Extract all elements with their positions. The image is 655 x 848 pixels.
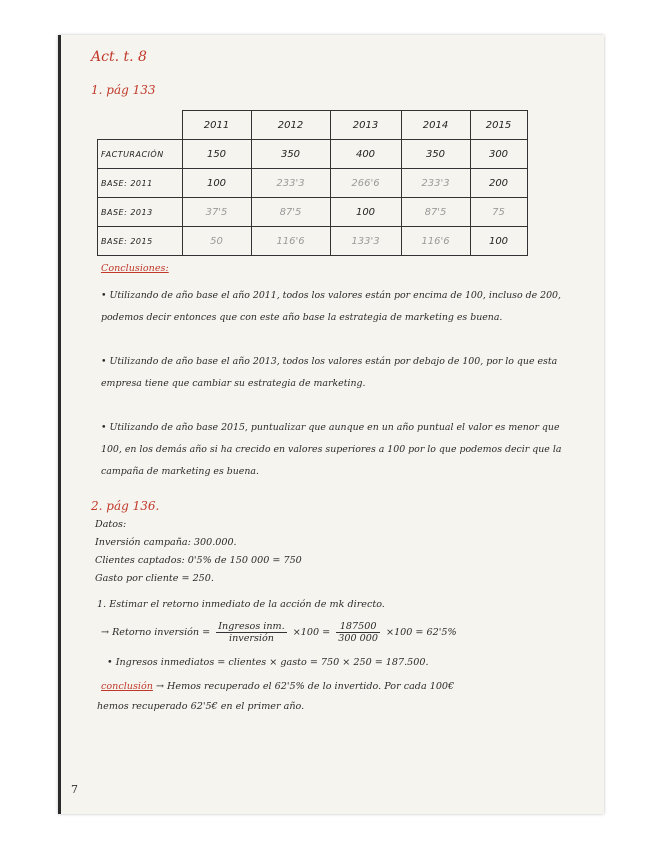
table-row: [98, 140, 528, 169]
table-cell: 133'3: [330, 227, 401, 256]
activity-title: Act. t. 8: [91, 49, 147, 65]
conclusion-item: • Utilizando de año base el año 2013, todos los valores están por debajo de 100, por lo que esta empresa tiene que cambiar su estrategia de marketing.: [101, 356, 558, 389]
table-cell: 233'3: [251, 169, 330, 198]
table-cell: 300: [470, 140, 527, 169]
row-label: BASE: 2013: [98, 198, 183, 227]
table-row: [98, 169, 528, 198]
table-cell: 75: [470, 198, 527, 227]
page-number: 7: [71, 783, 78, 796]
row-label: BASE: 2015: [98, 227, 183, 256]
data-label: Datos:: [95, 519, 127, 530]
table-cell: 100: [182, 169, 251, 198]
table-cell: 150: [182, 140, 251, 169]
table-header-cell: 2015: [470, 111, 527, 140]
roi-multiplier: ×100 =: [292, 627, 331, 638]
table-cell: 87'5: [401, 198, 470, 227]
conclusion-label: conclusión: [101, 681, 153, 692]
conclusion-line-2: hemos recuperado 62'5€ en el primer año.: [97, 701, 305, 712]
roi-label: → Retorno inversión =: [101, 627, 211, 638]
roi-formula: [101, 621, 457, 644]
roi-fraction-values: [336, 621, 380, 644]
table-cell: 37'5: [182, 198, 251, 227]
ingresos-line: • Ingresos inmediatos = clientes × gasto = 750 × 250 = 187.500.: [107, 657, 429, 668]
table-cell: 87'5: [251, 198, 330, 227]
table-header-cell: 2012: [251, 111, 330, 140]
exercise-2-heading: 2. pág 136.: [91, 499, 160, 513]
data-line: Clientes captados: 0'5% de 150 000 = 750: [95, 555, 302, 566]
table-header-cell: 2013: [330, 111, 401, 140]
exercise-1-heading: 1. pág 133: [91, 83, 156, 97]
roi-numerator: Ingresos inm.: [218, 621, 285, 632]
conclusion-text: → Hemos recuperado el 62'5% de lo invertido. Por cada 100€: [155, 681, 455, 692]
table-cell: 100: [470, 227, 527, 256]
table-cell: 50: [182, 227, 251, 256]
row-label: FACTURACIÓN: [98, 140, 183, 169]
table-cell: 200: [470, 169, 527, 198]
roi-denominator-value: 300 000: [338, 633, 378, 644]
table-cell: 233'3: [401, 169, 470, 198]
roi-fraction: [216, 621, 286, 644]
table-cell: 116'6: [251, 227, 330, 256]
conclusion-item: • Utilizando de año base 2015, puntualizar que aunque en un año puntual el valor es menor que 100, en los demás año si ha crecido en valores superiores a 100 por lo que podemos decir que la campaña de marketing es buena.: [101, 422, 562, 477]
conclusions-heading: Conclusiones:: [101, 263, 169, 274]
roi-result: ×100 = 62'5%: [386, 627, 457, 638]
roi-denominator: inversión: [229, 633, 274, 644]
table-cell: 266'6: [330, 169, 401, 198]
table-corner: [98, 111, 183, 140]
index-table: [97, 110, 528, 256]
row-label: BASE: 2011: [98, 169, 183, 198]
table-header-row: [98, 111, 528, 140]
table-header-cell: 2014: [401, 111, 470, 140]
table-row: [98, 227, 528, 256]
data-line: Inversión campaña: 300.000.: [95, 537, 237, 548]
table-cell: 100: [330, 198, 401, 227]
table-cell: 350: [401, 140, 470, 169]
table-header-cell: 2011: [182, 111, 251, 140]
table-row: [98, 198, 528, 227]
task-line: 1. Estimar el retorno inmediato de la acción de mk directo.: [97, 599, 385, 610]
table-cell: 350: [251, 140, 330, 169]
conclusion-line: [101, 681, 454, 692]
conclusion-item: • Utilizando de año base el año 2011, todos los valores están por encima de 100, incluso de 200, podemos decir entonces que con este año base la estrategia de marketing es buena.: [101, 290, 561, 323]
table-cell: 116'6: [401, 227, 470, 256]
table-cell: 400: [330, 140, 401, 169]
notebook-page: [58, 35, 604, 814]
roi-numerator-value: 187500: [336, 621, 380, 633]
data-line: Gasto por cliente = 250.: [95, 573, 214, 584]
